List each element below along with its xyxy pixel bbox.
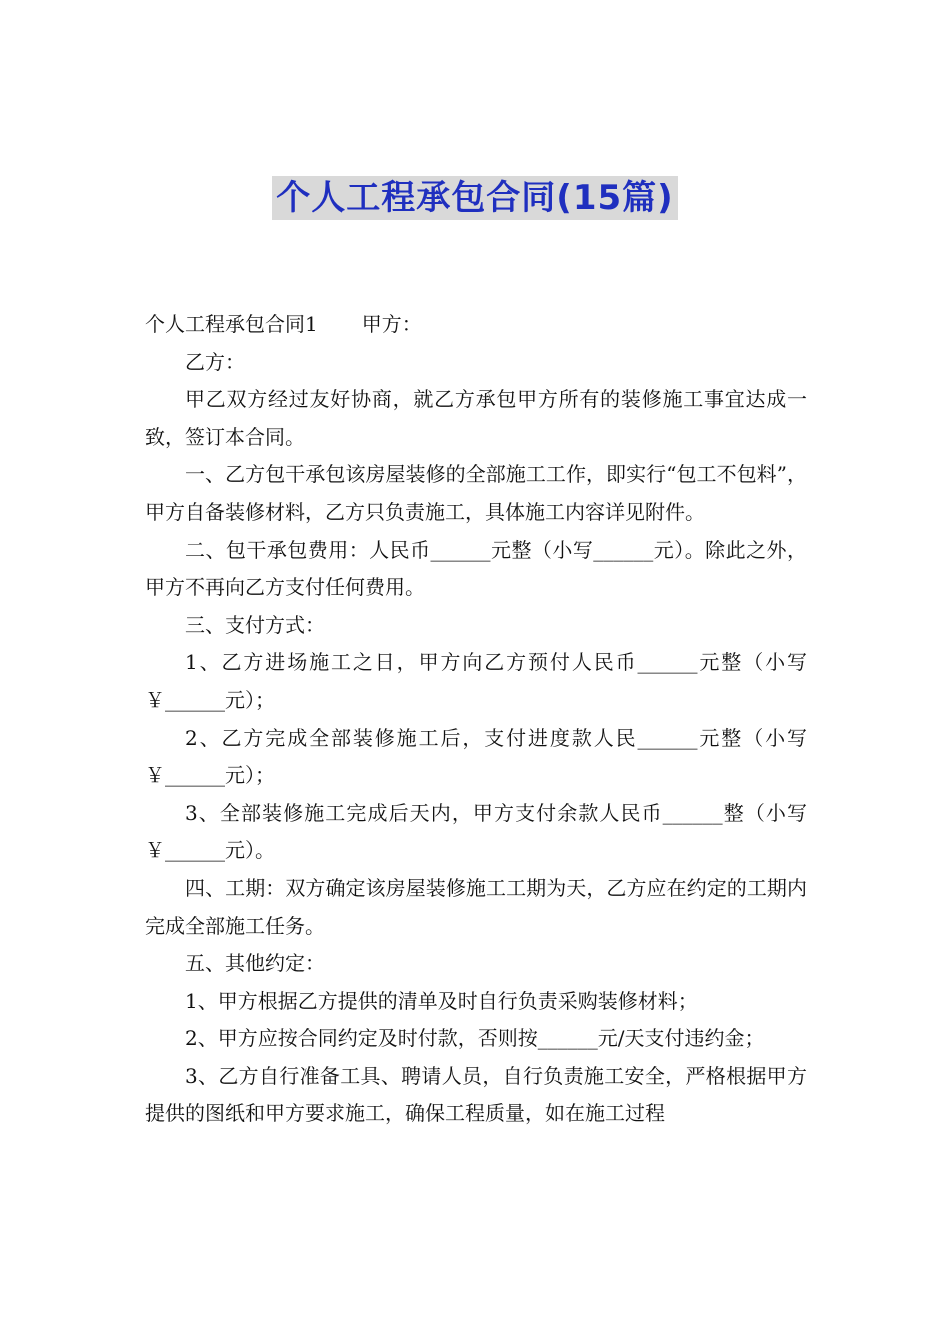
paragraph: 三、支付方式： <box>185 612 325 637</box>
paragraph: 四、工期：双方确定该房屋装修施工工期为天，乙方应在约定的工期内完成全部施工任务。 <box>145 875 807 938</box>
paragraph: 1、甲方根据乙方提供的清单及时自行负责采购装修材料； <box>185 988 698 1013</box>
paragraph: 2、甲方应按合同约定及时付款，否则按______元/天支付违约金； <box>185 1026 765 1051</box>
paragraph: 2、乙方完成全部装修施工后，支付进度款人民______元整（小写￥______元）； <box>145 725 807 788</box>
paragraph: 乙方： <box>185 349 245 374</box>
paragraph: 3、全部装修施工完成后天内，甲方支付余款人民币______整（小写￥______元）。 <box>145 800 807 863</box>
paragraph: 五、其他约定： <box>185 951 325 976</box>
paragraph: 1、乙方进场施工之日，甲方向乙方预付人民币______元整（小写￥______元）； <box>145 650 807 712</box>
document-title: 个人工程承包合同(15篇) <box>272 176 677 220</box>
document-body <box>145 306 807 1133</box>
contract-number-label: 个人工程承包合同1 <box>145 312 318 336</box>
title-container <box>0 176 950 220</box>
paragraph: 甲乙双方经过友好协商，就乙方承包甲方所有的装修施工事宜达成一致，签订本合同。 <box>145 387 807 449</box>
paragraph: 一、乙方包干承包该房屋装修的全部施工工作，即实行“包工不包料”，甲方自备装修材料，乙方只负责施工，具体施工内容详见附件。 <box>145 462 807 524</box>
paragraph: 二、包干承包费用：人民币______元整（小写______元）。除此之外，甲方不再向乙方支付任何费用。 <box>145 537 807 600</box>
contract-heading-line <box>145 306 807 344</box>
party-a-label: 甲方： <box>361 312 422 336</box>
paragraph: 3、乙方自行准备工具、聘请人员，自行负责施工安全，严格根据甲方提供的图纸和甲方要求施工，确保工程质量，如在施工过程 <box>145 1063 807 1126</box>
